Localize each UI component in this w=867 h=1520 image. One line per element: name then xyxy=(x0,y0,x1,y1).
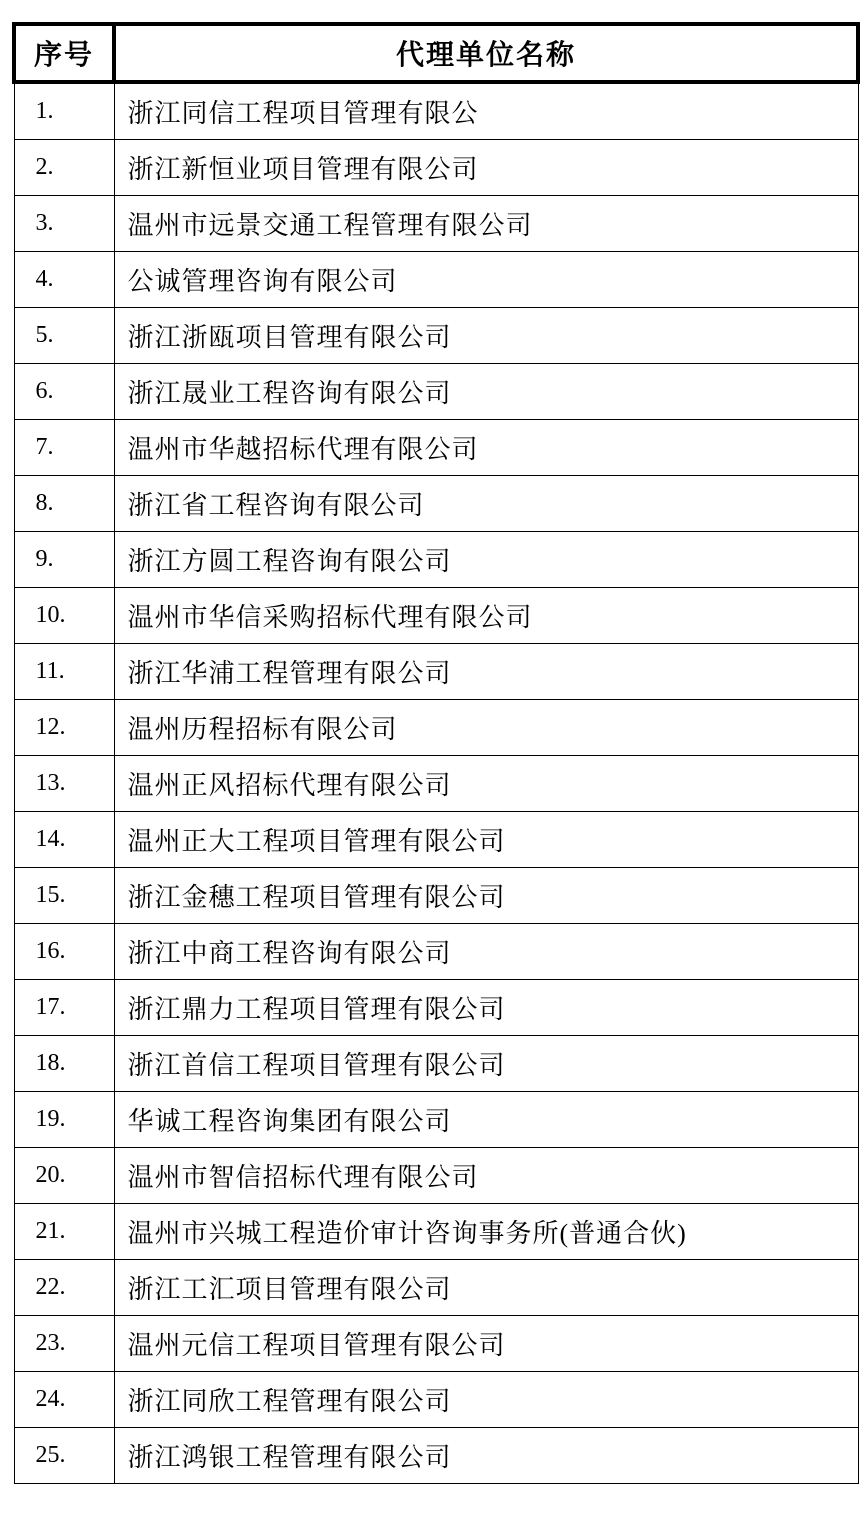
agency-name: 浙江鼎力工程项目管理有限公司 xyxy=(114,980,858,1036)
agency-name: 浙江新恒业项目管理有限公司 xyxy=(114,140,858,196)
row-number: 11. xyxy=(14,644,114,700)
agency-name: 浙江华浦工程管理有限公司 xyxy=(114,644,858,700)
agency-name: 浙江浙瓯项目管理有限公司 xyxy=(114,308,858,364)
row-number: 19. xyxy=(14,1092,114,1148)
agency-name: 温州市兴城工程造价审计咨询事务所(普通合伙) xyxy=(114,1204,858,1260)
table-row xyxy=(14,1260,858,1316)
table-row xyxy=(14,1092,858,1148)
agency-name: 温州历程招标有限公司 xyxy=(114,700,858,756)
agency-table xyxy=(12,22,860,1484)
agency-name: 温州市华越招标代理有限公司 xyxy=(114,420,858,476)
agency-name: 浙江金穗工程项目管理有限公司 xyxy=(114,868,858,924)
agency-name: 温州市远景交通工程管理有限公司 xyxy=(114,196,858,252)
agency-name: 浙江首信工程项目管理有限公司 xyxy=(114,1036,858,1092)
table-body xyxy=(14,82,858,1484)
agency-name: 浙江省工程咨询有限公司 xyxy=(114,476,858,532)
row-number: 23. xyxy=(14,1316,114,1372)
row-number: 4. xyxy=(14,252,114,308)
table-row xyxy=(14,82,858,140)
row-number: 14. xyxy=(14,812,114,868)
table-row xyxy=(14,812,858,868)
table-row xyxy=(14,476,858,532)
row-number: 24. xyxy=(14,1372,114,1428)
agency-name: 温州正风招标代理有限公司 xyxy=(114,756,858,812)
row-number: 13. xyxy=(14,756,114,812)
row-number: 16. xyxy=(14,924,114,980)
table-row xyxy=(14,700,858,756)
row-number: 25. xyxy=(14,1428,114,1484)
header-cell-name: 代理单位名称 xyxy=(114,24,858,82)
row-number: 9. xyxy=(14,532,114,588)
table-row xyxy=(14,1316,858,1372)
table-row xyxy=(14,252,858,308)
table-row xyxy=(14,644,858,700)
agency-name: 公诚管理咨询有限公司 xyxy=(114,252,858,308)
header-cell-no: 序号 xyxy=(14,24,114,82)
row-number: 3. xyxy=(14,196,114,252)
row-number: 15. xyxy=(14,868,114,924)
table-row xyxy=(14,756,858,812)
table-row xyxy=(14,980,858,1036)
agency-name: 温州市智信招标代理有限公司 xyxy=(114,1148,858,1204)
agency-name: 浙江方圆工程咨询有限公司 xyxy=(114,532,858,588)
row-number: 7. xyxy=(14,420,114,476)
table-row xyxy=(14,1036,858,1092)
table-row xyxy=(14,532,858,588)
table-row xyxy=(14,364,858,420)
row-number: 6. xyxy=(14,364,114,420)
row-number: 18. xyxy=(14,1036,114,1092)
table-row xyxy=(14,1204,858,1260)
row-number: 8. xyxy=(14,476,114,532)
row-number: 5. xyxy=(14,308,114,364)
row-number: 12. xyxy=(14,700,114,756)
row-number: 21. xyxy=(14,1204,114,1260)
row-number: 2. xyxy=(14,140,114,196)
table-row xyxy=(14,308,858,364)
table-row xyxy=(14,868,858,924)
agency-name: 温州正大工程项目管理有限公司 xyxy=(114,812,858,868)
row-number: 10. xyxy=(14,588,114,644)
table-row xyxy=(14,1148,858,1204)
table-row xyxy=(14,1428,858,1484)
table-row xyxy=(14,588,858,644)
table-row xyxy=(14,924,858,980)
row-number: 22. xyxy=(14,1260,114,1316)
agency-name: 浙江中商工程咨询有限公司 xyxy=(114,924,858,980)
table-row xyxy=(14,1372,858,1428)
agency-name: 温州市华信采购招标代理有限公司 xyxy=(114,588,858,644)
agency-name: 温州元信工程项目管理有限公司 xyxy=(114,1316,858,1372)
agency-name: 浙江鸿银工程管理有限公司 xyxy=(114,1428,858,1484)
table-header xyxy=(14,24,858,82)
header-row xyxy=(14,24,858,82)
agency-name: 浙江工汇项目管理有限公司 xyxy=(114,1260,858,1316)
table-row xyxy=(14,196,858,252)
agency-name: 华诚工程咨询集团有限公司 xyxy=(114,1092,858,1148)
agency-name: 浙江晟业工程咨询有限公司 xyxy=(114,364,858,420)
row-number: 1. xyxy=(14,82,114,140)
agency-name: 浙江同欣工程管理有限公司 xyxy=(114,1372,858,1428)
table-row xyxy=(14,140,858,196)
table-row xyxy=(14,420,858,476)
agency-name: 浙江同信工程项目管理有限公 xyxy=(114,82,858,140)
row-number: 20. xyxy=(14,1148,114,1204)
row-number: 17. xyxy=(14,980,114,1036)
